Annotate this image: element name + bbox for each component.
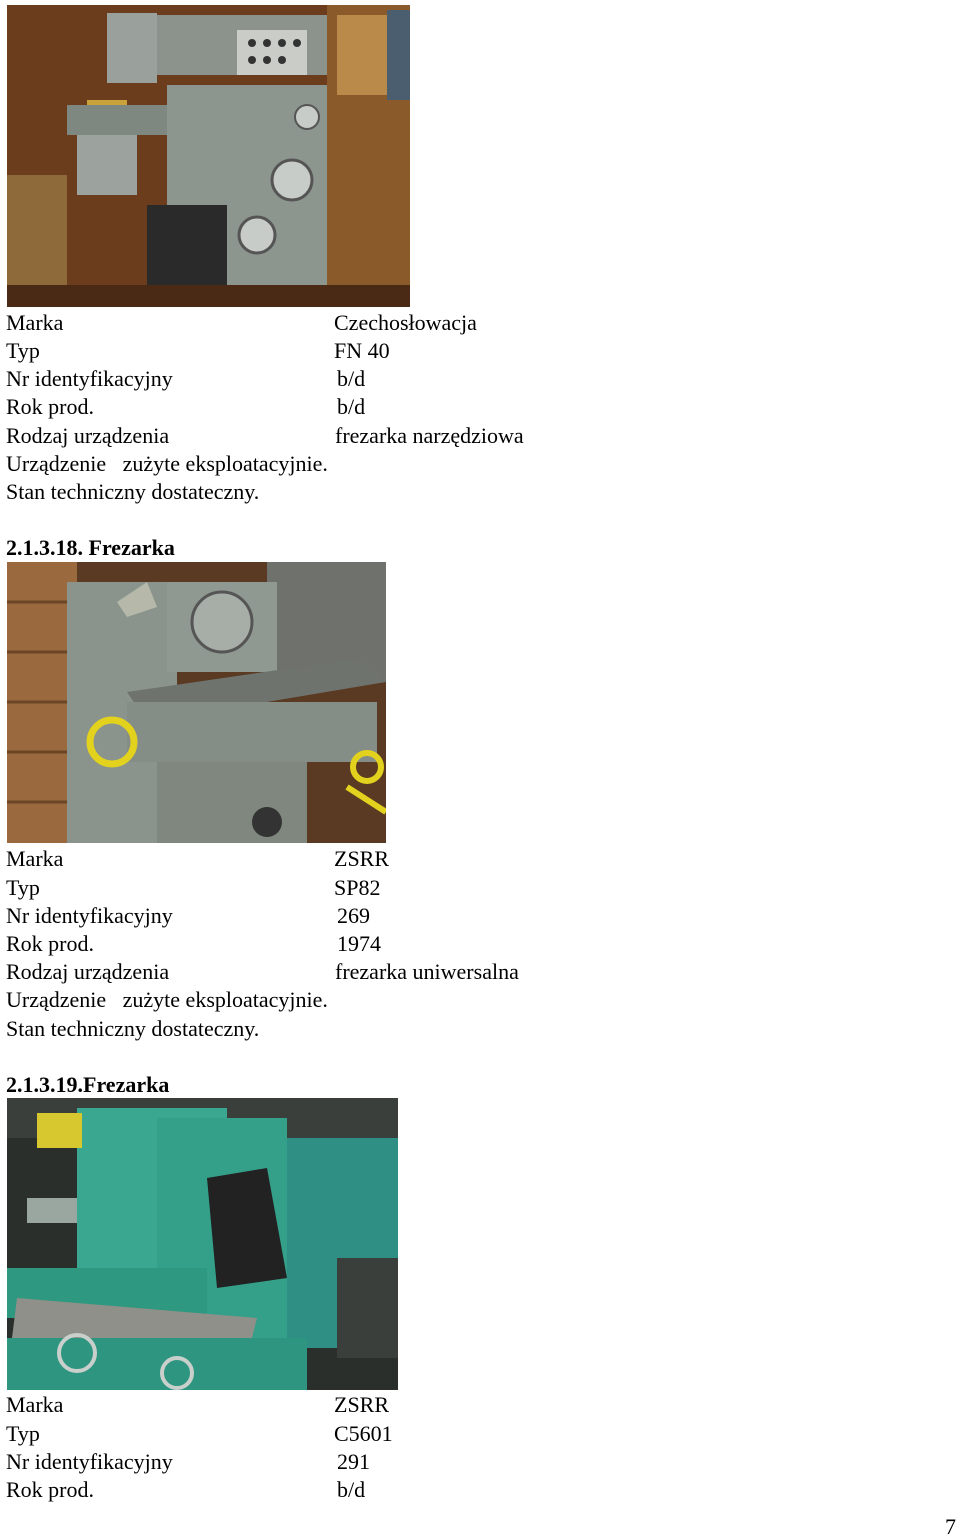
spec-label: Nr identyfikacyjny (6, 903, 173, 928)
spec-label: Rodzaj urządzenia (6, 423, 170, 448)
spec-value: frezarka uniwersalna (335, 959, 519, 984)
spec-label: Typ (6, 1421, 40, 1446)
spec-value: ZSRR (334, 1392, 390, 1417)
spec-value: FN 40 (334, 338, 390, 363)
milling-machine-photo-3 (7, 1098, 398, 1390)
spec-value: b/d (337, 366, 366, 391)
spec-value: C5601 (334, 1421, 393, 1446)
spec-value: Czechosłowacja (334, 310, 477, 335)
wear-note: Urządzenie zużyte eksploatacyjnie. (6, 451, 328, 476)
condition-note: Stan techniczny dostateczny. (6, 1016, 260, 1041)
spec-value: ZSRR (334, 846, 390, 871)
spec-label: Rodzaj urządzenia (6, 959, 170, 984)
section-heading: 2.1.3.19.Frezarka (6, 1072, 170, 1097)
condition-note: Stan techniczny dostateczny. (6, 479, 260, 504)
page-number: 7 (945, 1514, 956, 1539)
spec-label: Marka (6, 1392, 64, 1417)
wear-note: Urządzenie zużyte eksploatacyjnie. (6, 987, 328, 1012)
spec-label: Typ (6, 338, 40, 363)
milling-machine-photo-2 (7, 562, 386, 843)
spec-label: Nr identyfikacyjny (6, 1449, 173, 1474)
spec-label: Rok prod. (6, 394, 94, 419)
spec-label: Marka (6, 310, 64, 335)
spec-value: 291 (337, 1449, 370, 1474)
spec-label: Nr identyfikacyjny (6, 366, 173, 391)
spec-label: Typ (6, 875, 40, 900)
spec-value: b/d (337, 1477, 366, 1502)
spec-label: Rok prod. (6, 1477, 94, 1502)
spec-label: Marka (6, 846, 64, 871)
spec-value: 1974 (337, 931, 381, 956)
spec-value: SP82 (334, 875, 381, 900)
spec-value: frezarka narzędziowa (335, 423, 524, 448)
spec-value: b/d (337, 394, 366, 419)
spec-label: Rok prod. (6, 931, 94, 956)
spec-value: 269 (337, 903, 370, 928)
section-heading: 2.1.3.18. Frezarka (6, 535, 175, 560)
milling-machine-photo-1 (7, 5, 410, 307)
